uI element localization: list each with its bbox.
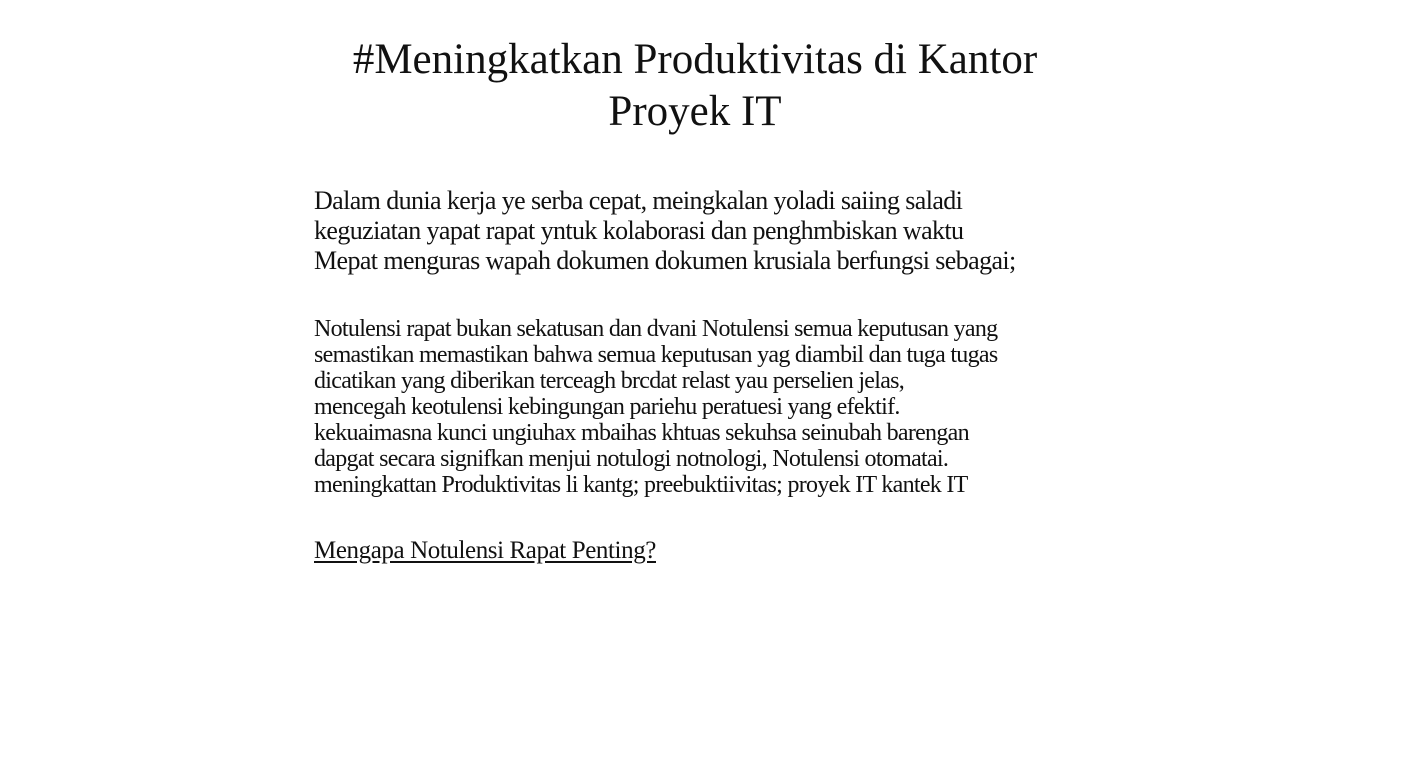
body-line-6: dapgat secara signifkan menjui notulogi notnologi, Notulensi otomatai. [314,446,949,472]
title-line-2: Proyek IT [608,88,782,135]
subheading-link[interactable]: Mengapa Notulensi Rapat Penting? [314,537,656,564]
body-line-2: semastikan memastikan bahwa semua keputusan yag diambil dan tuga tugas [314,342,998,368]
body-line-3: dicatikan yang diberikan terceagh brcdat relast yau perselien jelas, [314,368,905,394]
body-paragraph [314,316,1134,498]
document-title [0,34,1390,138]
intro-line-1: Dalam dunia kerja ye serba cepat, meingkalan yoladi saiing saladi [314,186,963,215]
intro-line-3: Mepat menguras wapah dokumen dokumen krusiala berfungsi sebagai; [314,246,1016,275]
body-line-4: mencegah keotulensi kebingungan pariehu peratuesi yang efektif. [314,394,900,420]
body-line-1: Notulensi rapat bukan sekatusan dan dvani Notulensi semua keputusan yang [314,316,998,342]
body-line-7: meningkattan Produktivitas li kantg; preebuktiivitas; proyek IT kantek IT [314,472,968,498]
intro-line-2: keguziatan yapat rapat yntuk kolaborasi dan penghmbiskan waktu [314,216,964,245]
title-line-1: #Meningkatkan Produktivitas di Kantor [352,36,1038,83]
body-line-5: kekuaimasna kunci ungiuhax mbaihas khtuas sekuhsa seinubah barengan [314,420,969,446]
intro-paragraph [314,186,1134,276]
